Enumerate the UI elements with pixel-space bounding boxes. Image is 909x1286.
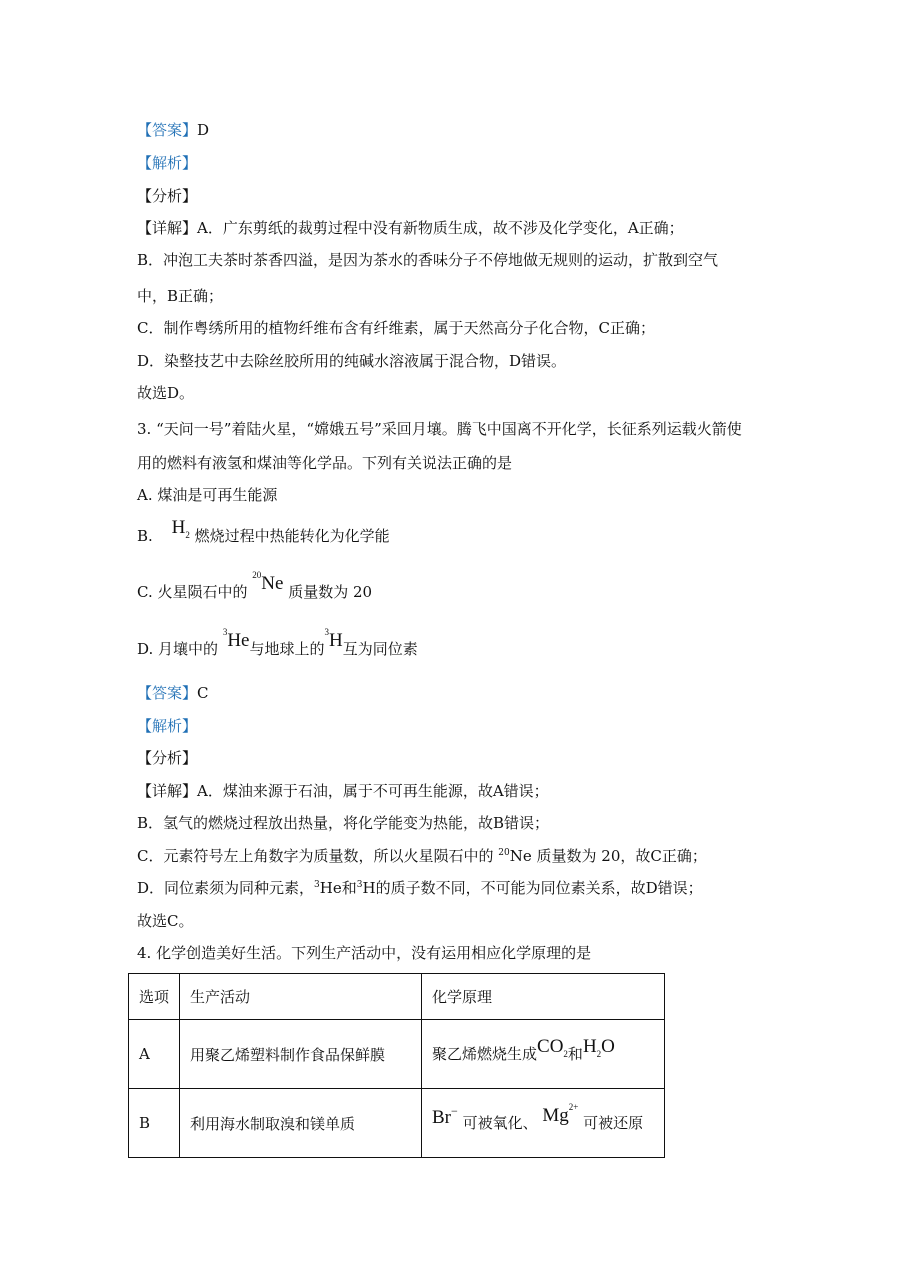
co2-formula [537, 1036, 568, 1057]
q2-detail-b2: 中，B正确； [137, 287, 224, 305]
detail-d-part1: D．同位素须为同种元素， [137, 879, 315, 897]
ne-symbol: Ne [509, 847, 532, 865]
answer-tag: 【答案】 [137, 121, 198, 139]
q2-conclusion: 故选D。 [137, 384, 195, 402]
h2-formula [172, 517, 190, 538]
detail-a-text: A．煤油来源于石油，属于不可再生能源，故A错误； [197, 782, 549, 800]
co2-subscript: 2 [563, 1049, 568, 1059]
answer-tag: 【答案】 [137, 684, 198, 702]
ne-mass-number: 20 [252, 570, 262, 580]
detail-tag: 【详解】 [137, 219, 198, 237]
ne-symbol: Ne [261, 573, 284, 594]
he-symbol: He [319, 879, 342, 897]
table-row [129, 1089, 665, 1158]
he-symbol: He [227, 630, 250, 651]
he-mass-number: 3 [314, 880, 320, 890]
header-option: 选项 [129, 974, 180, 1020]
option-d-mid: 与地球上的 [249, 640, 325, 658]
h2o-formula [583, 1036, 615, 1057]
q3-detail-d [137, 878, 703, 901]
q2-detail-d: D．染整技艺中去除丝胶所用的纯碱水溶液属于混合物，D错误。 [137, 352, 567, 370]
q3-conclusion: 故选C。 [137, 912, 194, 930]
detail-d-part2: 的质子数不同，不可能为同位素关系，故D错误； [375, 879, 703, 897]
q4-table [128, 973, 665, 1158]
q2-answer-line [137, 120, 209, 140]
h2-subscript: 2 [185, 530, 190, 540]
option-b-text: 燃烧过程中热能转化为化学能 [194, 527, 390, 545]
co-symbol: CO [537, 1036, 564, 1057]
mg-symbol: Mg [542, 1105, 569, 1126]
q3-answer-line [137, 683, 209, 703]
q3-fenxi: 【分析】 [137, 749, 198, 767]
h-symbol: H [328, 630, 343, 651]
h-symbol: H [362, 879, 376, 897]
q3-stem-line1: 3. “天问一号”着陆火星，“嫦娥五号”采回月壤。腾飞中国离不开化学，长征系列运载火箭使 [137, 420, 742, 438]
q2-analysis-tag: 【解析】 [137, 154, 198, 172]
h2o-subscript: 2 [596, 1049, 602, 1059]
o-symbol: O [601, 1036, 615, 1057]
q4-stem: 4. 化学创造美好生活。下列生产活动中，没有运用相应化学原理的是 [137, 944, 592, 962]
ne-formula [252, 570, 284, 594]
option-c-label: C. 火星陨石中的 [137, 583, 248, 601]
option-c-text: 质量数为 20 [288, 583, 373, 601]
br-symbol: Br [432, 1107, 451, 1128]
q3-detail-c [137, 846, 707, 869]
he3-formula [222, 627, 250, 651]
row-b-principle [422, 1089, 665, 1158]
br-charge: − [451, 1104, 458, 1118]
option-b-label: B. [137, 527, 153, 545]
principle-prefix: 聚乙烯燃烧生成 [432, 1045, 538, 1063]
q2-detail-c: C．制作粤绣所用的植物纤维布含有纤维素，属于天然高分子化合物，C正确； [137, 319, 655, 337]
answer-value: D [197, 121, 210, 139]
he-mass-number: 3 [222, 627, 228, 637]
q2-detail-a [137, 218, 684, 238]
option-d-label: D. 月壤中的 [137, 640, 219, 658]
q3-analysis-tag: 【解析】 [137, 717, 198, 735]
q3-option-b [137, 517, 390, 548]
row-a-option: A [129, 1020, 180, 1089]
answer-value: C [197, 684, 209, 702]
br-ion [432, 1104, 458, 1128]
and-word: 和 [341, 879, 357, 897]
mg-charge: 2+ [568, 1102, 579, 1112]
table-row [129, 1020, 665, 1089]
br-text: 可被氧化、 [462, 1114, 538, 1132]
table-header-row [129, 974, 665, 1020]
q3-option-c [137, 570, 373, 604]
q2-fenxi: 【分析】 [137, 187, 198, 205]
header-principle: 化学原理 [422, 974, 665, 1020]
option-d-text: 互为同位素 [342, 640, 418, 658]
mg-text: 可被还原 [583, 1114, 644, 1132]
row-a-activity: 用聚乙烯塑料制作食品保鲜膜 [180, 1020, 422, 1089]
header-activity: 生产活动 [180, 974, 422, 1020]
and-word: 和 [567, 1045, 583, 1063]
h-mass-number: 3 [356, 880, 363, 890]
detail-tag: 【详解】 [137, 782, 198, 800]
q2-detail-b1: B．冲泡工夫茶时茶香四溢，是因为茶水的香味分子不停地做无规则的运动，扩散到空气 [137, 251, 719, 269]
detail-a-text: A．广东剪纸的裁剪过程中没有新物质生成，故不涉及化学变化，A正确； [197, 219, 684, 237]
q3-detail-b: B．氢气的燃烧过程放出热量，将化学能变为热能，故B错误； [137, 814, 550, 832]
row-a-principle [422, 1020, 665, 1089]
q3-detail-a [137, 781, 549, 801]
row-b-activity: 利用海水制取溴和镁单质 [180, 1089, 422, 1158]
q3-stem-line2: 用的燃料有液氢和煤油等化学品。下列有关说法正确的是 [137, 454, 513, 472]
ne-mass-number: 20 [498, 848, 510, 858]
row-b-option: B [129, 1089, 180, 1158]
q3-option-d [137, 627, 418, 661]
q3-option-a: A. 煤油是可再生能源 [137, 486, 278, 504]
mg-ion [542, 1102, 579, 1126]
h-symbol: H [171, 517, 186, 538]
h3-formula [324, 627, 343, 651]
h-symbol: H [582, 1036, 597, 1057]
detail-c-part1: C．元素符号左上角数字为质量数，所以火星陨石中的 [137, 847, 494, 865]
h-mass-number: 3 [324, 627, 329, 637]
detail-c-part2: 质量数为 20，故C正确； [536, 847, 707, 865]
